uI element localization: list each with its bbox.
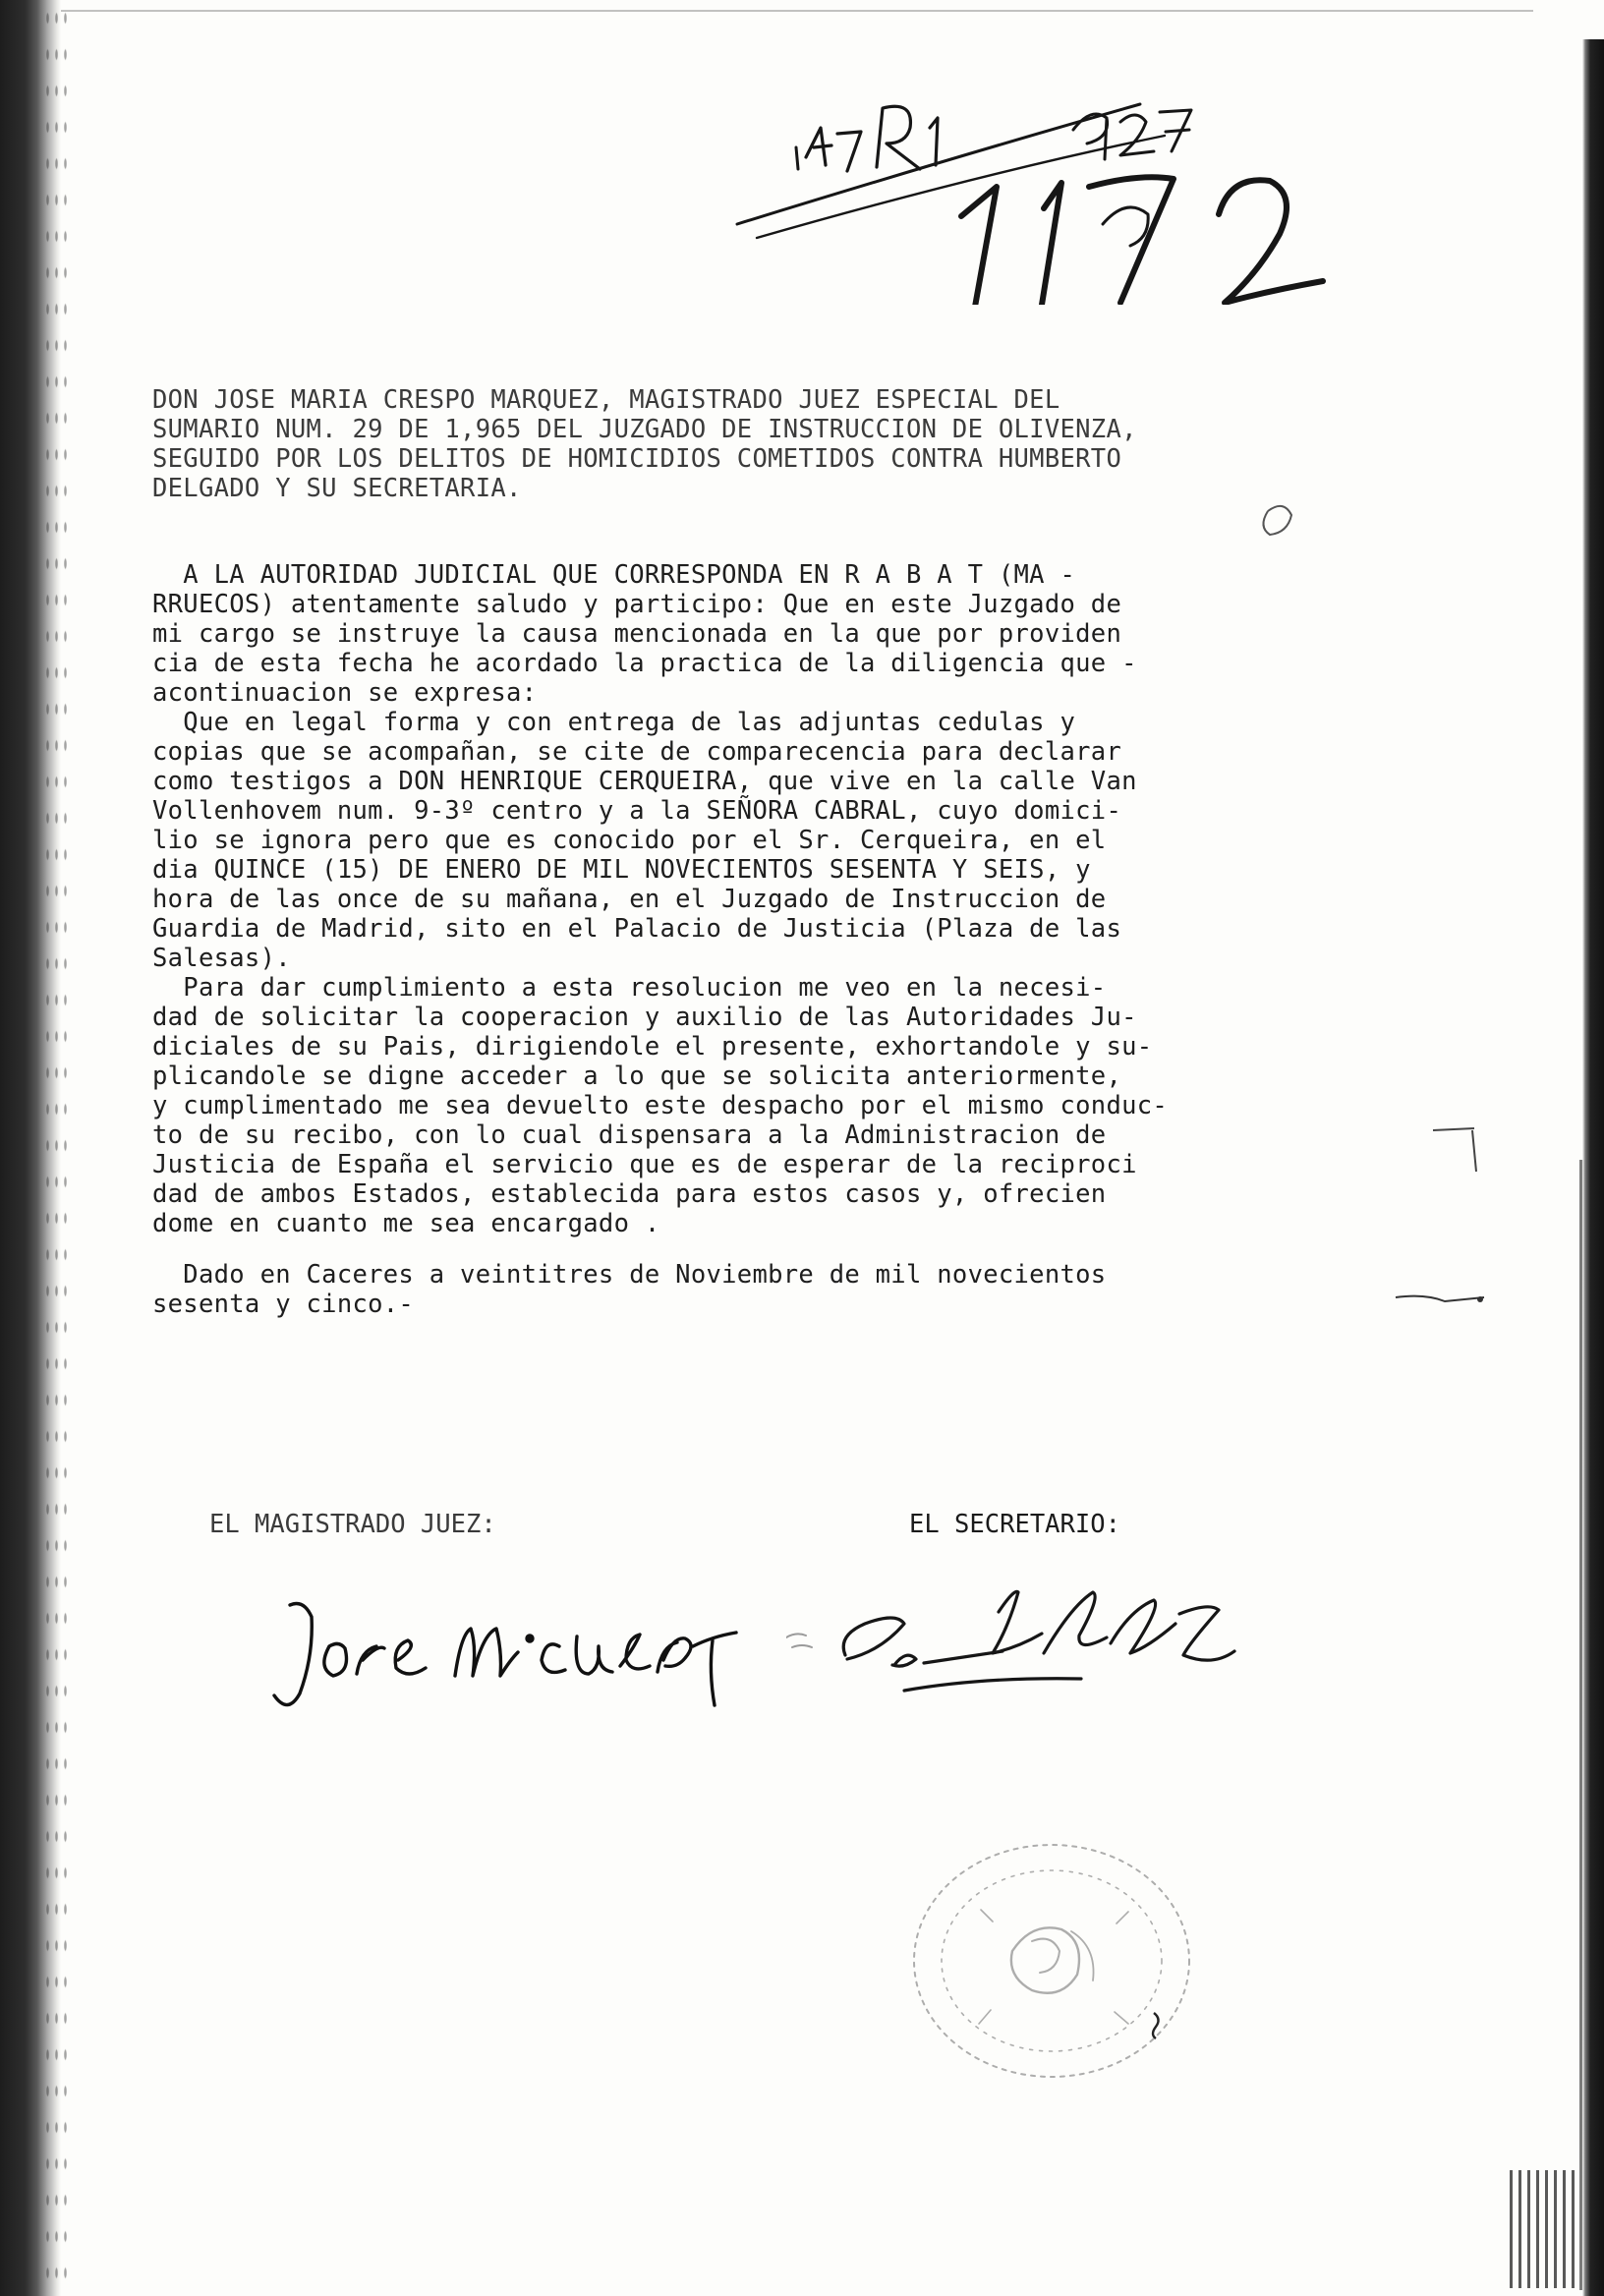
text-line: lio se ignora pero que es conocido por el Sr. Cerqueira, en el xyxy=(152,826,1107,855)
text-line: Que en legal forma y con entrega de las adjuntas cedulas y xyxy=(152,708,1076,737)
heading-line: SUMARIO NUM. 29 DE 1,965 DEL JUZGADO DE INSTRUCCION DE OLIVENZA, xyxy=(152,415,1137,444)
scan-mark xyxy=(1386,1258,1504,1347)
text-line: dad de solicitar la cooperacion y auxilio de las Autoridades Ju- xyxy=(152,1003,1137,1032)
text-line: hora de las once de su mañana, en el Juzgado de Instruccion de xyxy=(152,885,1107,914)
text-line: plicandole se digne acceder a lo que se solicita anteriormente, xyxy=(152,1062,1122,1091)
text-line: to de su recibo, con lo cual dispensara a la Administracion de xyxy=(152,1120,1107,1150)
scan-edge-right-shadow xyxy=(1579,1160,1582,2290)
document-body xyxy=(152,385,1342,1319)
text-line: Salesas). xyxy=(152,944,291,973)
official-seal xyxy=(885,1813,1219,2098)
text-line: Justicia de España el servicio que es de esperar de la reciproci xyxy=(152,1150,1137,1179)
judge-signature xyxy=(260,1578,772,1725)
text-line: sesenta y cinco.- xyxy=(152,1290,415,1319)
text-line: Dado en Caceres a veintitres de Noviembre de mil novecientos xyxy=(152,1260,1107,1290)
secretary-signature xyxy=(786,1553,1297,1710)
paragraph-request xyxy=(152,560,1342,708)
text-line: copias que se acompañan, se cite de comparecencia para declarar xyxy=(152,737,1122,767)
heading-line: DELGADO Y SU SECRETARIA. xyxy=(152,474,522,503)
secretary-label: EL SECRETARIO: xyxy=(909,1510,1120,1539)
paragraph-closing xyxy=(152,1260,1342,1319)
text-line: A LA AUTORIDAD JUDICIAL QUE CORRESPONDA EN R A B A T (MA - xyxy=(152,560,1076,590)
text-line: cia de esta fecha he acordado la practica de la diligencia que - xyxy=(152,649,1137,678)
signature-labels xyxy=(152,1510,1342,1549)
binding-edge-specks xyxy=(43,0,67,2296)
text-line: Guardia de Madrid, sito en el Palacio de Justicia (Plaza de las xyxy=(152,914,1122,944)
heading-line: SEGUIDO POR LOS DELITOS DE HOMICIDIOS COMETIDOS CONTRA HUMBERTO xyxy=(152,444,1122,474)
scan-bottom-marks xyxy=(1510,2170,1578,2288)
scan-mark xyxy=(1425,1120,1484,1179)
paragraph-cooperation xyxy=(152,973,1342,1238)
text-line: dia QUINCE (15) DE ENERO DE MIL NOVECIENTOS SESENTA Y SEIS, y xyxy=(152,855,1091,885)
text-line: y cumplimentado me sea devuelto este despacho por el mismo conduc- xyxy=(152,1091,1169,1120)
paragraph-citation xyxy=(152,708,1342,973)
text-line: diciales de su Pais, dirigiendole el presente, exhortandole y su- xyxy=(152,1032,1153,1062)
text-line: dad de ambos Estados, establecida para estos casos y, ofrecien xyxy=(152,1179,1107,1209)
text-line: dome en cuanto me sea encargado . xyxy=(152,1209,660,1238)
document-heading xyxy=(152,385,1342,503)
text-line: acontinuacion se expresa: xyxy=(152,678,538,708)
scan-edge-right xyxy=(1582,39,1604,2296)
text-line: mi cargo se instruye la causa mencionada en la que por providen xyxy=(152,619,1122,649)
text-line: Para dar cumplimiento a esta resolucion me veo en la necesi- xyxy=(152,973,1107,1003)
heading-line: DON JOSE MARIA CRESPO MARQUEZ, MAGISTRADO JUEZ ESPECIAL DEL xyxy=(152,385,1060,415)
scan-mark xyxy=(1248,491,1327,560)
text-line: RRUECOS) atentamente saludo y participo: Que en este Juzgado de xyxy=(152,590,1122,619)
text-line: Vollenhovem num. 9-3º centro y a la SEÑORA CABRAL, cuyo domici- xyxy=(152,796,1122,826)
handwritten-archive-numbers xyxy=(629,49,1376,305)
scan-top-edge xyxy=(39,10,1533,12)
judge-label: EL MAGISTRADO JUEZ: xyxy=(209,1510,496,1539)
scan-mark xyxy=(1140,2005,1170,2044)
text-line: como testigos a DON HENRIQUE CERQUEIRA, que vive en la calle Van xyxy=(152,767,1137,796)
